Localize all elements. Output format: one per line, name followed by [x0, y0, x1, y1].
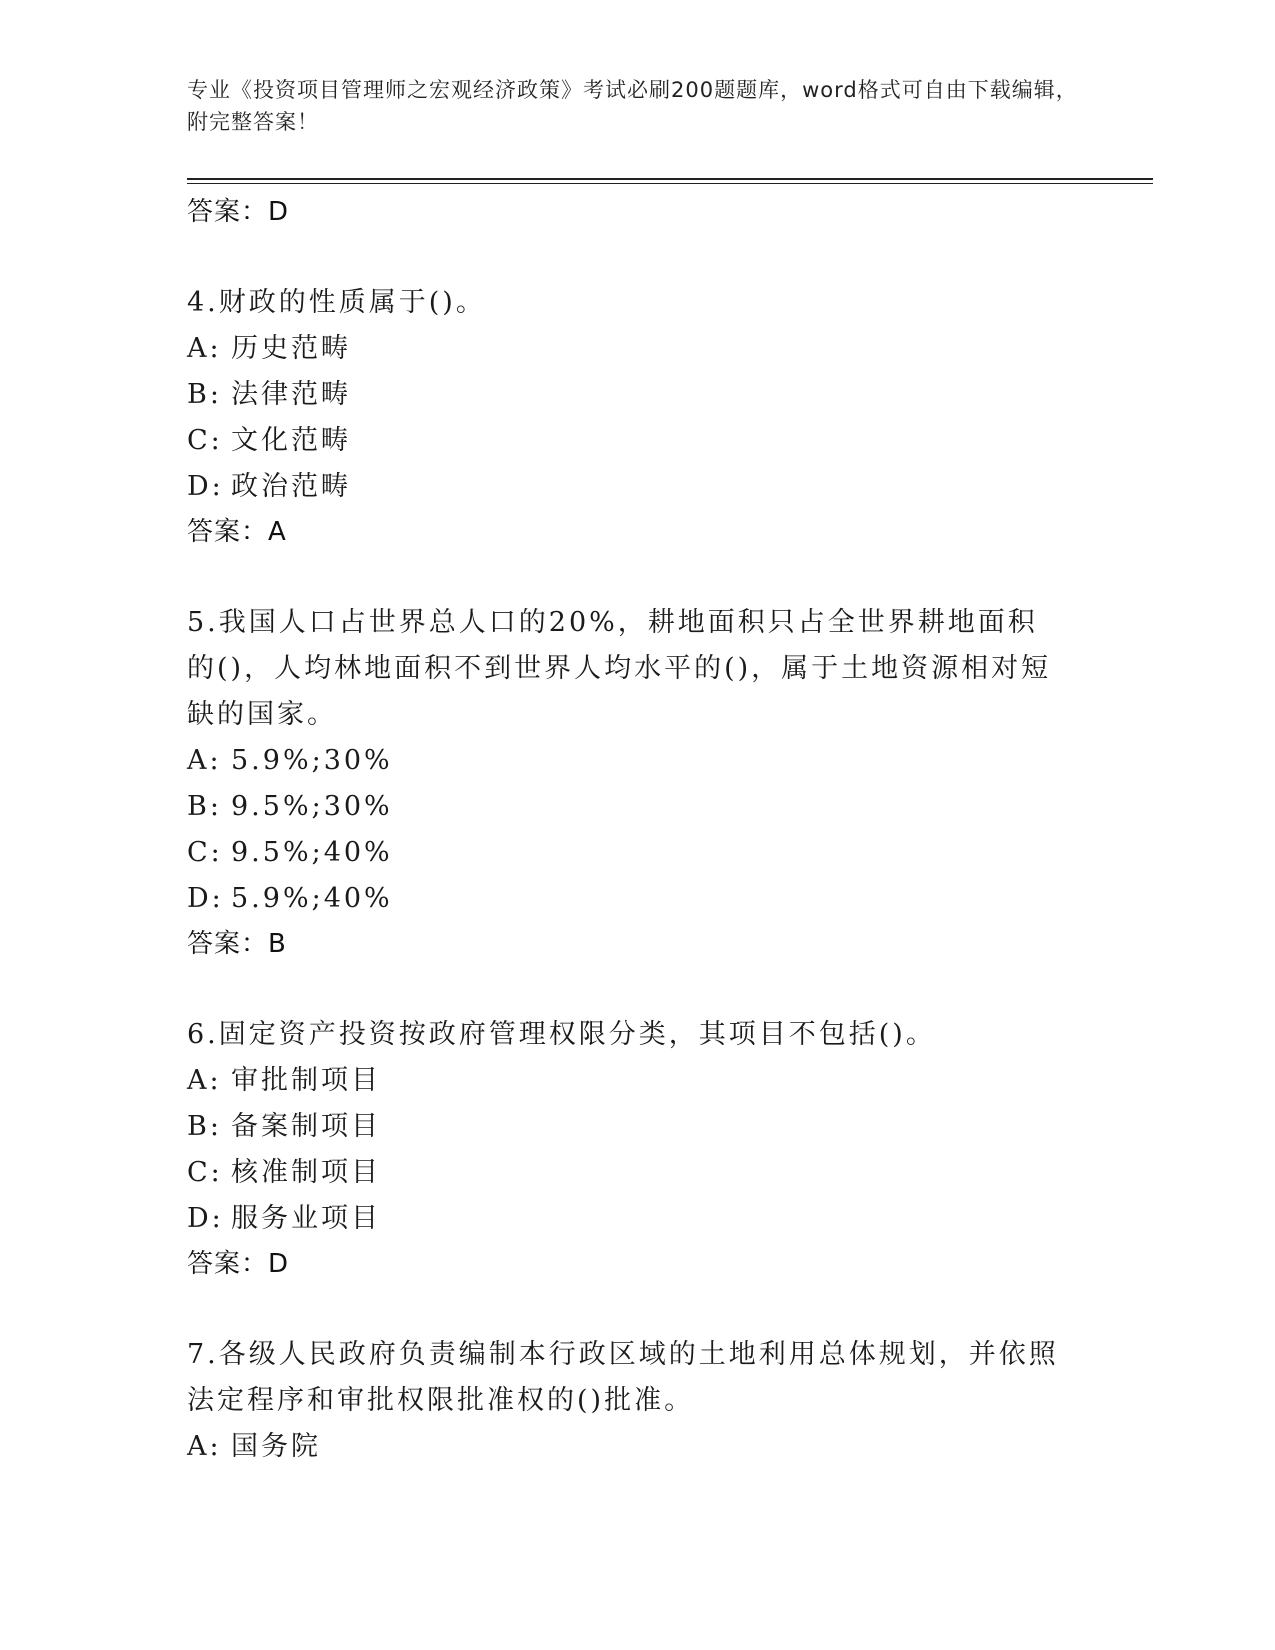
option-letter: A:: [187, 1431, 222, 1462]
option-text: 5.9%;40%: [231, 883, 393, 914]
option-letter: C:: [187, 425, 223, 456]
question-block: [187, 600, 1067, 967]
question-text: 7.各级人民政府负责编制本行政区域的土地利用总体规划，并依照法定程序和审批权限批准权的()批准。: [187, 1339, 1059, 1416]
option-letter: B:: [187, 379, 222, 410]
option-line: [187, 876, 1067, 922]
question-block: [187, 1332, 1067, 1470]
option-letter: A:: [187, 745, 222, 776]
option-line: [187, 1058, 1067, 1104]
option-text: 备案制项目: [231, 1111, 381, 1142]
option-letter: D:: [187, 1203, 224, 1234]
option-line: [187, 1104, 1067, 1150]
option-line: [187, 1196, 1067, 1242]
option-line: [187, 1424, 1067, 1470]
option-text: 9.5%;30%: [231, 791, 393, 822]
option-letter: B:: [187, 791, 222, 822]
option-text: 历史范畴: [231, 333, 351, 364]
option-line: [187, 372, 1067, 418]
option-letter: B:: [187, 1111, 222, 1142]
question-text: 6.固定资产投资按政府管理权限分类，其项目不包括()。: [187, 1019, 936, 1050]
option-text: 法律范畴: [231, 379, 351, 410]
header-rule-thin: [187, 183, 1153, 184]
option-text: 文化范畴: [231, 425, 351, 456]
answer-line: 答案：B: [187, 929, 287, 959]
document-header: 专业《投资项目管理师之宏观经济政策》考试必刷200题题库，word格式可自由下载编辑，附完整答案！: [187, 78, 1078, 134]
option-line: [187, 1150, 1067, 1196]
option-letter: A:: [187, 333, 222, 364]
option-letter: C:: [187, 1157, 223, 1188]
option-line: [187, 464, 1067, 510]
option-letter: C:: [187, 837, 223, 868]
option-line: [187, 326, 1067, 372]
answer-line: 答案：A: [187, 517, 287, 547]
option-text: 国务院: [231, 1431, 321, 1462]
option-line: [187, 830, 1067, 876]
option-line: [187, 418, 1067, 464]
option-text: 9.5%;40%: [231, 837, 393, 868]
question-block: [187, 280, 1067, 555]
question-block: [187, 1012, 1067, 1287]
option-text: 审批制项目: [231, 1065, 381, 1096]
document-body: [187, 190, 1067, 1470]
header-rule-thick: [187, 178, 1153, 180]
question-text: 4.财政的性质属于()。: [187, 287, 486, 318]
option-letter: D:: [187, 471, 224, 502]
option-text: 政治范畴: [231, 471, 351, 502]
option-letter: A:: [187, 1065, 222, 1096]
option-line: [187, 784, 1067, 830]
option-text: 核准制项目: [231, 1157, 381, 1188]
option-text: 服务业项目: [231, 1203, 381, 1234]
option-line: [187, 738, 1067, 784]
option-letter: D:: [187, 883, 224, 914]
answer-line: 答案：D: [187, 1249, 290, 1279]
option-text: 5.9%;30%: [231, 745, 393, 776]
question-text: 5.我国人口占世界总人口的20%，耕地面积只占全世界耕地面积的()，人均林地面积不到世界人均水平的()，属于土地资源相对短缺的国家。: [187, 607, 1052, 730]
answer-line: 答案：D: [187, 197, 290, 227]
